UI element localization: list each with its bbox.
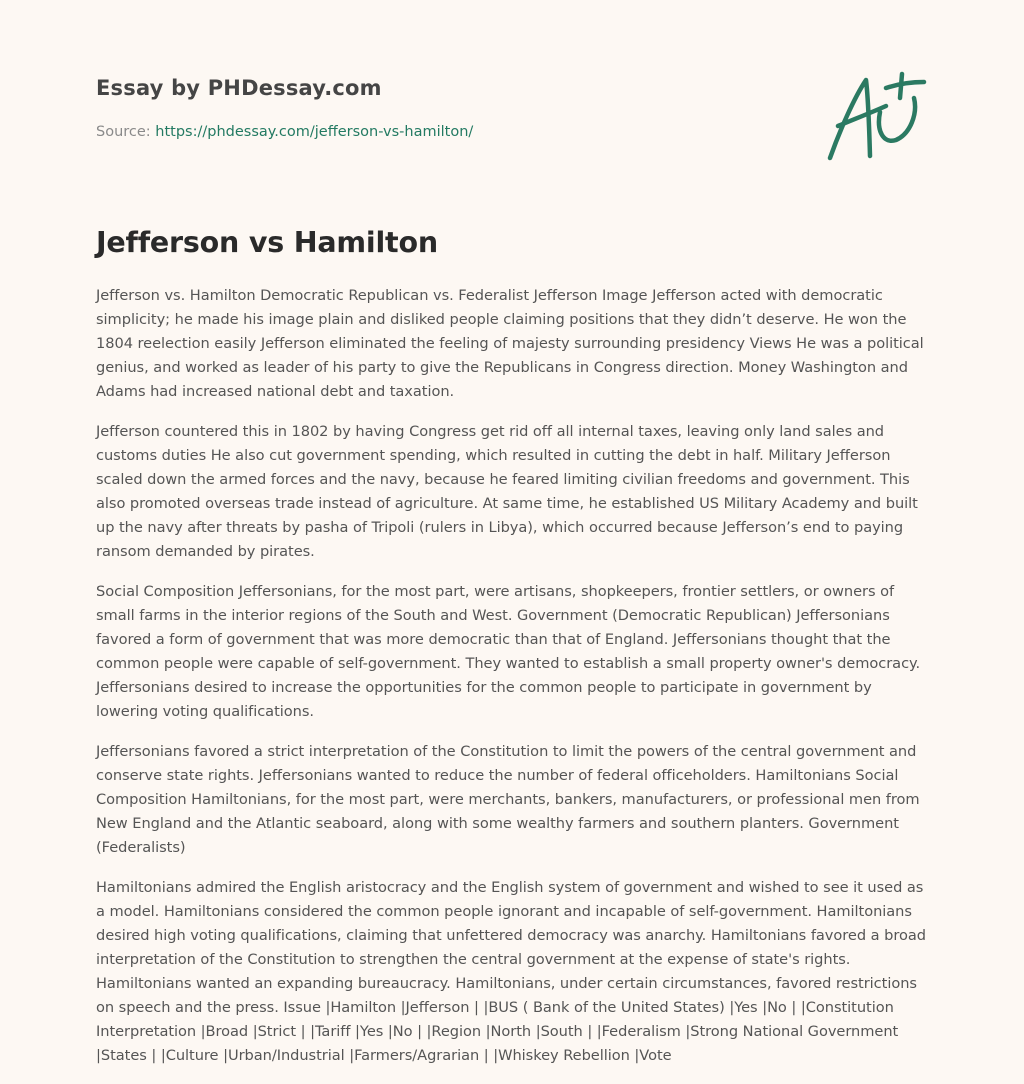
essay-title: Jefferson vs Hamilton xyxy=(96,226,438,259)
header-source xyxy=(96,124,473,140)
essay-paragraph: Jefferson vs. Hamilton Democratic Republican vs. Federalist Jefferson Image Jefferson acted with democratic simplicity; he made his image plain and disliked people claiming positions that they didn’t deserve. He won the 1804 reelection easily Jefferson eliminated the feeling of majesty surrounding presidency Views He was a political genius, and worked as leader of his party to give the Republicans in Congress direction. Money Washington and Adams had increased national debt and taxation. xyxy=(96,287,924,400)
source-label: Source: xyxy=(96,124,151,140)
essay-paragraph: Social Composition Jeffersonians, for the most part, were artisans, shopkeepers, frontier settlers, or owners of small farms in the interior regions of the South and West. Government (Democratic Republican) Jeffersonians favored a form of government that was more democratic than that of England. Jeffersonians thought that the common people were capable of self-government. They wanted to establish a small property owner's democracy. Jeffersonians desired to increase the opportunities for the common people to participate in government by lowering voting qualifications. xyxy=(96,583,921,720)
essay-paragraph: Hamiltonians admired the English aristocracy and the English system of government and wished to see it used as a model. Hamiltonians considered the common people ignorant and incapable of self-government. Hamiltonians desired high voting qualifications, claiming that unfettered democracy was anarchy. Hamiltonians favored a broad interpretation of the Constitution to strengthen the central government at the expense of state's rights. Hamiltonians wanted an expanding bureaucracy. Hamiltonians, under certain circumstances, favored restrictions on speech and the press. Issue |Hamilton |Jefferson | |BUS ( Bank of the United States) |Yes |No | |Constitution Interpretation |Broad |Strict | |Tariff |Yes |No | |Region |North |South | |Federalism |Strong National Government |States | |Culture |Urban/Industrial |Farmers/Agrarian | |Whiskey Rebellion |Vote xyxy=(96,879,926,1064)
essay-body xyxy=(96,284,928,1084)
essay-paragraph: Jefferson countered this in 1802 by having Congress get rid off all internal taxes, leaving only land sales and customs duties He also cut government spending, which resulted in cutting the debt in half. Military Jefferson scaled down the armed forces and the navy, because he feared limiting civilian freedoms and government. This also promoted overseas trade instead of agriculture. At same time, he established US Military Academy and built up the navy after threats by pasha of Tripoli (rulers in Libya), which occurred because Jefferson’s end to paying ransom demanded by pirates. xyxy=(96,423,918,560)
header-brand: Essay by PHDessay.com xyxy=(96,76,382,100)
essay-paragraph: Jeffersonians favored a strict interpretation of the Constitution to limit the powers of the central government and conserve state rights. Jeffersonians wanted to reduce the number of federal officeholders. Hamiltonians Social Composition Hamiltonians, for the most part, were merchants, bankers, manufacturers, or professional men from New England and the Atlantic seaboard, along with some wealthy farmers and southern planters. Government (Federalists) xyxy=(96,743,920,856)
source-link[interactable]: https://phdessay.com/jefferson-vs-hamilton/ xyxy=(155,124,474,140)
a-plus-icon xyxy=(822,68,928,164)
